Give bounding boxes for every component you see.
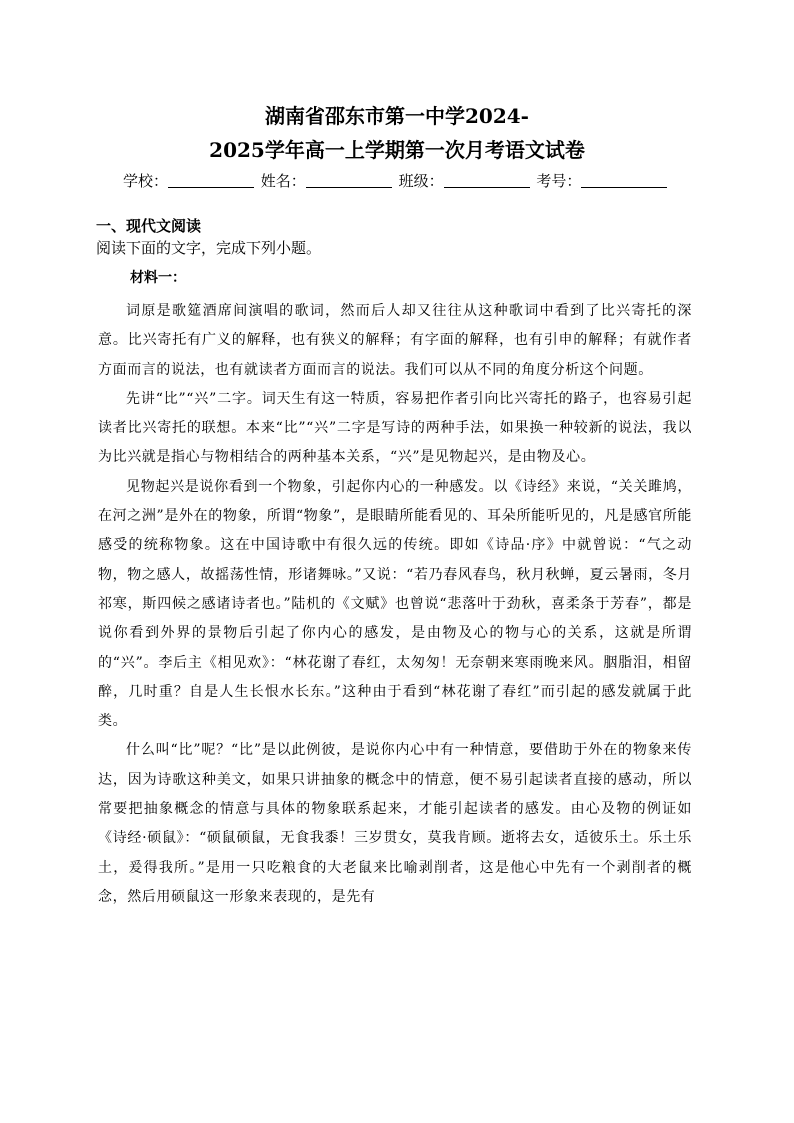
- section-heading: 一、现代文阅读: [96, 217, 202, 235]
- school-label: 学校：: [123, 172, 169, 190]
- exam-title-line-2: 2025学年高一上学期第一次月考语文试卷: [209, 138, 585, 162]
- reading-instruction: 阅读下面的文字，完成下列小题。: [96, 239, 322, 257]
- passage-paragraph: 什么叫“比”呢？“比”是以此例彼，是说你内心中有一种情意，要借助于外在的物象来传达，因为诗歌这种美文，如果只讲抽象的概念中的情意，便不易引起读者直接的感动，所以常要把抽象概念的情意与具体的物象联系起来，才能引起读者的感发。由心及物的例证如《诗经·硕鼠》：“硕鼠硕鼠，无食我黍！三岁贯女，莫我肯顾。逝将去女，适彼乐土。乐土乐土，爰得我所。”是用一只吃粮食的大老鼠来比喻剥削者，这是他心中先有一个剥削者的概念，然后用硕鼠这一形象来表现的，是先有: [98, 742, 692, 905]
- material-label: 材料一：: [130, 270, 186, 286]
- exam-number-label: 考号：: [536, 172, 582, 190]
- passage-paragraph: 见物起兴是说你看到一个物象，引起你内心的一种感发。以《诗经》来说，“关关雎鸠，在河之洲”是外在的物象，所谓“物象”，是眼睛所能看见的、耳朵所能听见的，凡是感官所能感受的统称物象。这在中国诗歌中有很久远的传统。即如《诗品·序》中就曾说：“气之动物，物之感人，故摇荡性情，形诸舞咏。”又说：“若乃春风春鸟，秋月秋蝉，夏云暑雨，冬月祁寒，斯四候之感诸诗者也。”陆机的《文赋》也曾说“悲落叶于劲秋，喜柔条于芳春”，都是说你看到外界的景物后引起了你内心的感发，是由物及心的物与心的关系，这就是所谓的“兴”。李后主《相见欢》：“林花谢了春红，太匆匆！无奈朝来寒雨晚来风。胭脂泪，相留醉，几时重？自是人生长恨水长东。”这种由于看到“林花谢了春红”而引起的感发就属于此类。: [98, 478, 692, 730]
- passage-body: [98, 297, 692, 912]
- student-info-row: [123, 170, 669, 192]
- passage-paragraph: 词原是歌筵酒席间演唱的歌词，然而后人却又往往从这种歌词中看到了比兴寄托的深意。比兴寄托有广义的解释，也有狭义的解释；有字面的解释，也有引申的解释；有就作者方面而言的说法，也有就读者方面而言的说法。我们可以从不同的角度分析这个问题。: [98, 303, 692, 378]
- exam-title-line-1: 湖南省邵东市第一中学2024-: [265, 104, 529, 128]
- school-blank[interactable]: [168, 171, 254, 188]
- name-label: 姓名：: [260, 172, 306, 190]
- exam-number-blank[interactable]: [581, 171, 667, 188]
- class-blank[interactable]: [444, 171, 530, 188]
- name-blank[interactable]: [306, 171, 392, 188]
- passage-paragraph: 先讲“比”“兴”二字。词天生有这一特质，容易把作者引向比兴寄托的路子，也容易引起读者比兴寄托的联想。本来“比”“兴”二字是写诗的两种手法，如果换一种较新的说法，我以为比兴就是指心与物相结合的两种基本关系，“兴”是见物起兴，是由物及心。: [98, 390, 692, 466]
- class-label: 班级：: [398, 172, 444, 190]
